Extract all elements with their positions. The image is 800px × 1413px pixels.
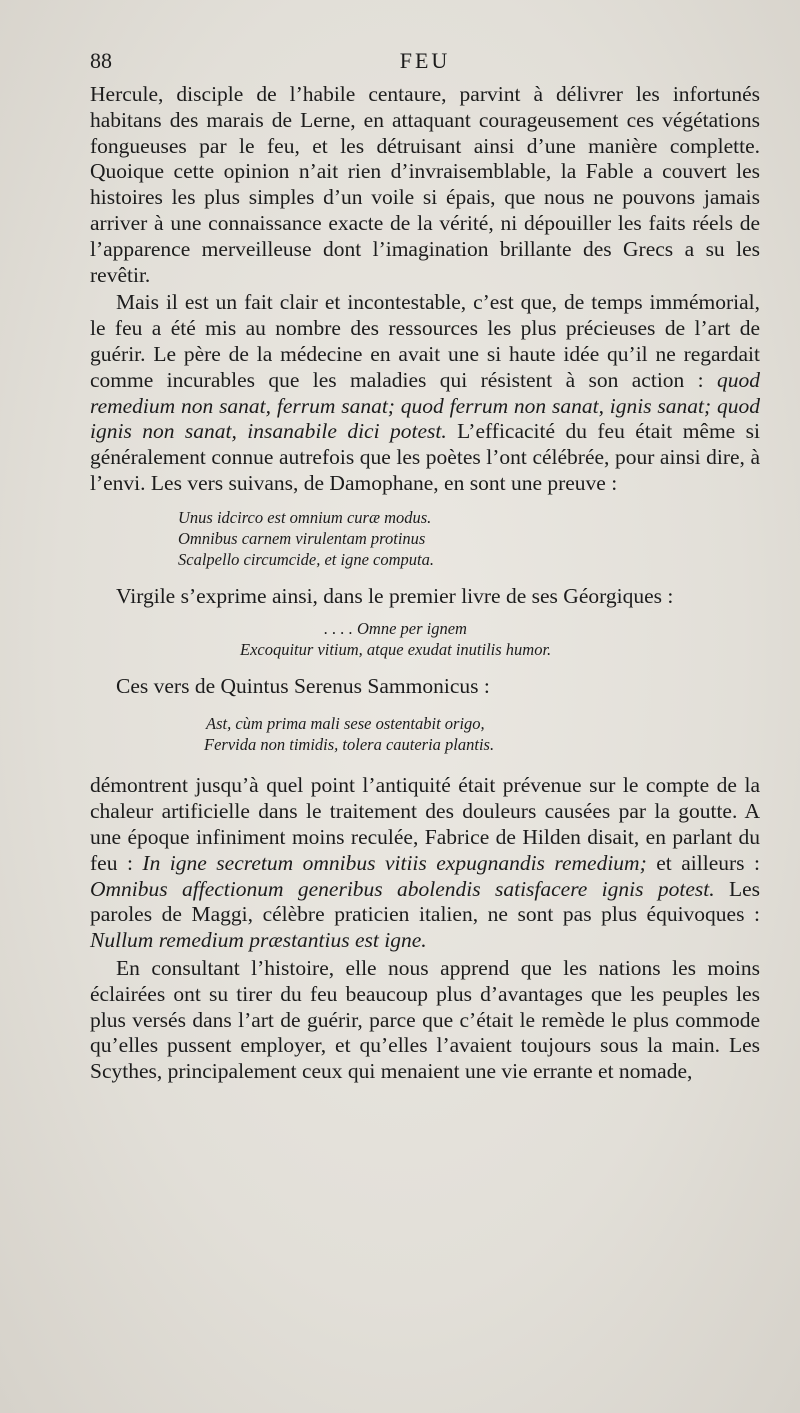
paragraph-virgile: Virgile s’exprime ainsi, dans le premier livre de ses Géorgiques : — [116, 583, 674, 608]
verse-line: Fervida non timidis, tolera cauteria plantis. — [204, 735, 495, 755]
verse-line: Scalpello circumcide, et igne computa. — [178, 549, 434, 569]
paragraph-text: et ailleurs : — [646, 850, 760, 875]
paragraph-text: Mais il est un fait clair et incontestable, c’est que, de temps immémorial, le feu a été mis au nombre des ressources les plus précieuses de l’art de guérir. Le père de la médecine en avait une si haute idée qu’il ne regardait comme incurables que les maladies qui résistent à son action : — [90, 290, 760, 392]
paragraph-serenus: Ces vers de Quintus Serenus Sammonicus : — [116, 673, 490, 698]
page-number: 88 — [90, 48, 112, 73]
verse-line: Unus idcirco est omnium curæ modus. — [178, 507, 432, 527]
latin-quote-hippocrate: quod remedium non sanat, ferrum sanat; quod ferrum non sanat, ignis sanat; quod ignis non sanat, insanabile dici potest. — [90, 367, 760, 444]
running-title: FEU — [399, 48, 451, 73]
paragraph-text: L’efficacité du feu était même si généralement connue autrefois que les poètes l’ont célébrée, pour ainsi dire, à l’envi. Les vers suivans, de Damophane, en sont une preuve : — [90, 419, 760, 495]
verse-line: Omnibus carnem virulentam protinus — [178, 528, 426, 548]
page-header — [90, 48, 760, 78]
paragraph-feu-ressources — [90, 290, 760, 496]
verse-line: Ast, cùm prima mali sese ostentabit origo, — [206, 714, 485, 734]
paragraph-text: Les paroles de Maggi, célèbre praticien italien, ne sont pas plus équivoques : — [90, 876, 760, 927]
verse-damophane — [178, 507, 760, 570]
verse-serenus — [186, 713, 760, 755]
verse-virgile — [240, 618, 760, 660]
latin-quote-hilden: In igne secretum omnibus vitiis expugnandis remedium; — [142, 850, 647, 875]
latin-quote-hilden-2: Omnibus affectionum generibus abolendis satisfacere ignis potest. — [90, 876, 715, 901]
paragraph-histoire: En consultant l’histoire, elle nous apprend que les nations les moins éclairées ont su tirer du feu beaucoup plus d’avantages que les peuples les plus versés dans l’art de guérir, parce que c’était le remède le plus commode qu’elles pussent employer, et qu’elles l’avaient toujours sous la main. Les Scythes, principalement ceux qui menaient une vie errante et nomade, — [90, 955, 760, 1084]
paragraph-goutte — [90, 773, 760, 954]
verse-line: . . . . Omne per ignem — [324, 618, 467, 638]
body-text — [90, 82, 760, 1085]
paragraph-text: démontrent jusqu’à quel point l’antiquité était prévenue sur le compte de la chaleur artificielle dans le traitement des douleurs causées par la goutte. A une époque infiniment moins reculée, Fabrice de Hilden disait, en parlant du feu : — [90, 773, 760, 875]
paragraph-hercule: Hercule, disciple de l’habile centaure, parvint à délivrer les infortunés habitans des marais de Lerne, en attaquant courageusement ces végétations fongueuses par le feu, et les détruisant ainsi d’une manière complette. Quoique cette opinion n’ait rien d’invraisemblable, la Fable a couvert les histoires les plus simples d’un voile si épais, que nous ne pouvons jamais arriver à une connaissance exacte de la vérité, ni dépouiller les faits réels de l’apparence merveilleuse dont l’imagination brillante des Grecs a su les revêtir. — [90, 82, 760, 287]
latin-quote-maggi: Nullum remedium præstantius est igne. — [90, 928, 427, 953]
verse-line: Excoquitur vitium, atque exudat inutilis humor. — [240, 639, 552, 659]
